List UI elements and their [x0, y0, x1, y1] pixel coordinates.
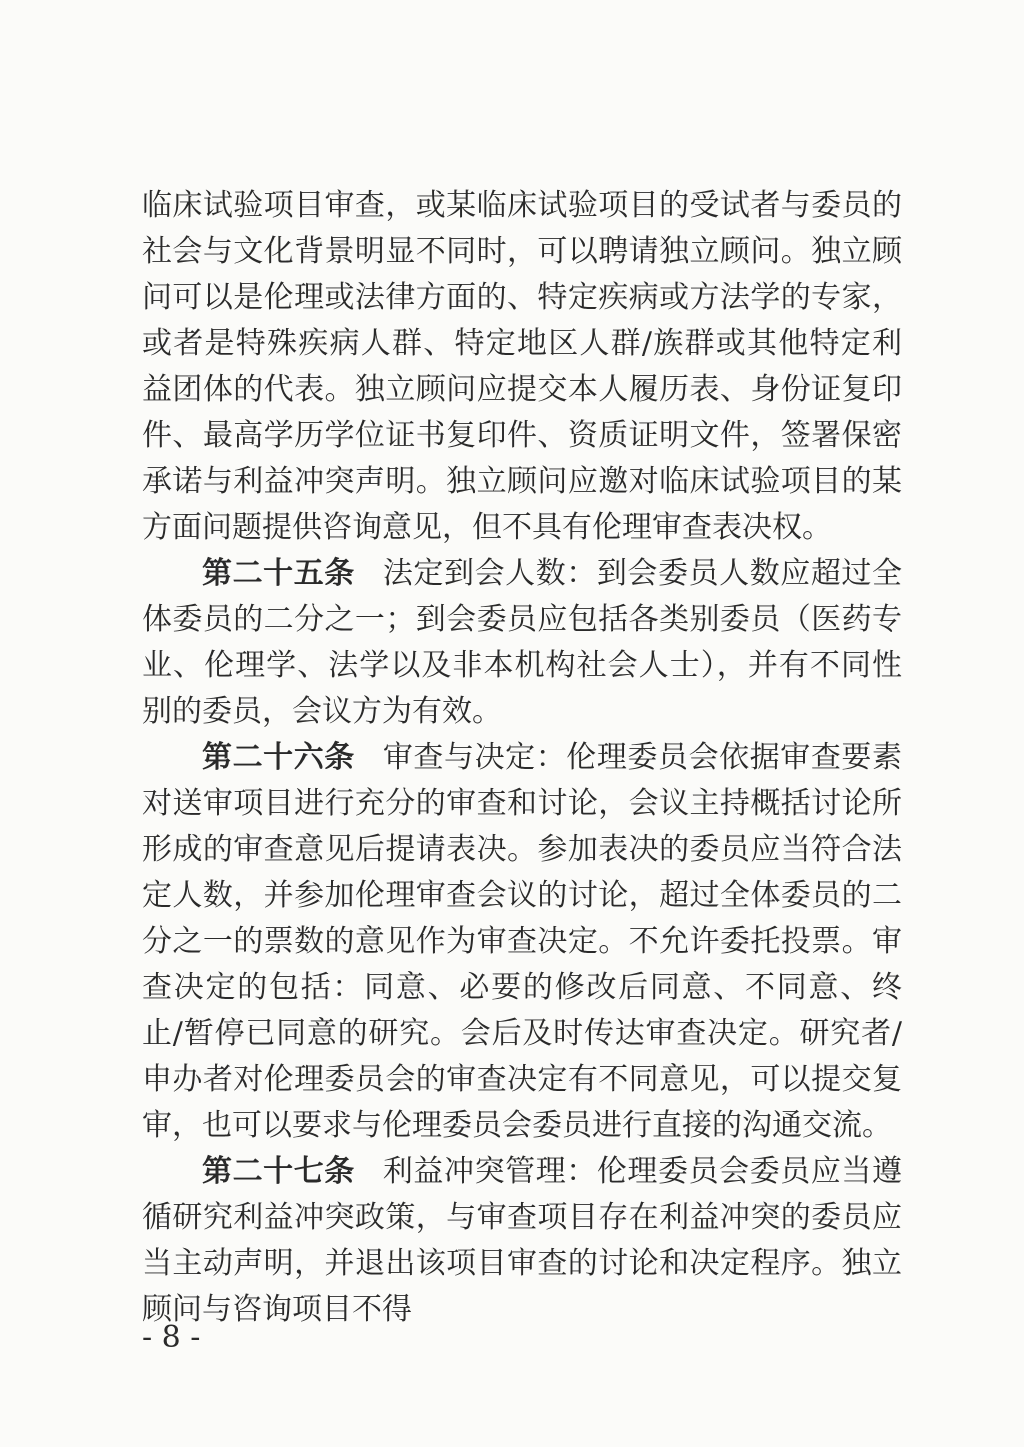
paragraph-text: 利益冲突管理：伦理委员会委员应当遵循研究利益冲突政策，与审查项目存在利益冲突的委员应当主动声明，并退出该项目审查的讨论和决定程序。独立顾问与咨询项目不得: [142, 1154, 903, 1327]
page-number: - 8 -: [142, 1320, 201, 1355]
paragraph-continuation: [142, 183, 902, 551]
article-number: 第二十五条: [202, 556, 355, 591]
paragraph-text: 审查与决定：伦理委员会依据审查要素对送审项目进行充分的审查和讨论，会议主持概括讨论所形成的审查意见后提请表决。参加表决的委员应当符合法定人数，并参加伦理审查会议的讨论，超过全体委员的二分之一的票数的意见作为审查决定。不允许委托投票。审查决定的包括：同意、必要的修改后同意、不同意、终止/暂停已同意的研究。会后及时传达审查决定。研究者/申办者对伦理委员会的审查决定有不同意见，可以提交复审，也可以要求与伦理委员会委员进行直接的沟通交流。: [142, 740, 903, 1143]
paragraph-text: 法定到会人数：到会委员人数应超过全体委员的二分之一；到会委员应包括各类别委员（医药专业、伦理学、法学以及非本机构社会人士），并有不同性别的委员，会议方为有效。: [142, 556, 903, 729]
article-number: 第二十七条: [202, 1154, 355, 1189]
article-27: [142, 1149, 902, 1333]
article-26: [142, 735, 902, 1149]
body-text: [142, 183, 902, 1333]
paragraph-text: 临床试验项目审查，或某临床试验项目的受试者与委员的社会与文化背景明显不同时，可以聘请独立顾问。独立顾问可以是伦理或法律方面的、特定疾病或方法学的专家，或者是特殊疾病人群、特定地区人群/族群或其他特定利益团体的代表。独立顾问应提交本人履历表、身份证复印件、最高学历学位证书复印件、资质证明文件，签署保密承诺与利益冲突声明。独立顾问应邀对临床试验项目的某方面问题提供咨询意见，但不具有伦理审查表决权。: [142, 188, 902, 545]
article-25: [142, 551, 902, 735]
article-number: 第二十六条: [202, 740, 355, 775]
